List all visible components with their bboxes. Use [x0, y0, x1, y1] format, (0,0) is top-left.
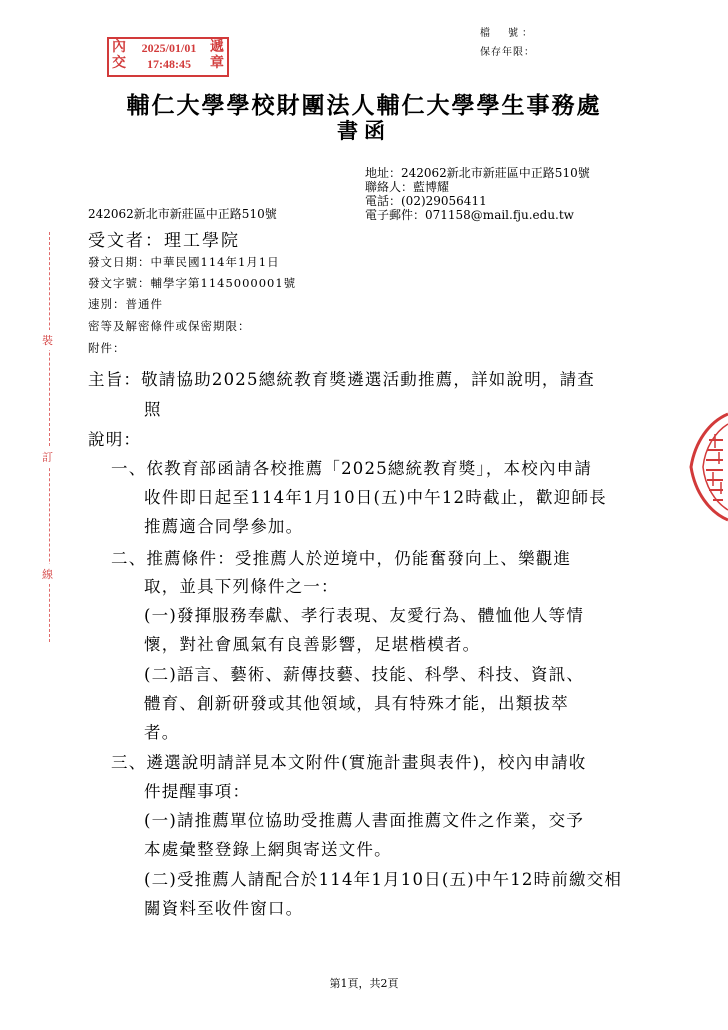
contact-person: 聯絡人：藍博耀: [365, 180, 450, 194]
explanation-line: 本處彙整登錄上網與寄送文件。: [144, 840, 392, 859]
explanation-line: 三、遴選說明請詳見本文附件(實施計畫與表件)，校內申請收: [111, 753, 587, 772]
explanation-line: (一)請推薦單位協助受推薦人書面推薦文件之作業，交予: [144, 811, 585, 830]
explanation-line: 者。: [144, 723, 180, 742]
explanation-line: 二、推薦條件：受推薦人於逆境中，仍能奮發向上、樂觀進: [111, 549, 572, 568]
secrecy-level: 密等及解密條件或保密期限：: [88, 319, 251, 333]
issuer-title: 輔仁大學學校財團法人輔仁大學學生事務處: [126, 92, 602, 119]
explanation-line: 一、依教育部函請各校推薦「2025總統教育獎」，本校內申請: [111, 459, 593, 478]
explanation-heading: 說明：: [88, 430, 142, 449]
official-seal-icon: [669, 412, 728, 522]
document-number: 發文字號：輔學字第1145000001號: [88, 276, 297, 290]
received-stamp: [107, 37, 229, 77]
subject-line-2: 照: [144, 400, 162, 419]
subject-line-1: 主旨：敬請協助2025總統教育獎遴選活動推薦，詳如說明，請查: [88, 370, 595, 389]
contact-phone: 電話：(02)29056411: [365, 194, 487, 208]
binding-char: 線: [42, 564, 53, 584]
stamp-date: 2025/01/01: [141, 41, 197, 55]
explanation-line: 件提醒事項：: [144, 782, 251, 801]
file-number-label: 檔 號：: [480, 28, 536, 39]
stamp-char-top-right: 遞: [210, 40, 224, 55]
explanation-line: 取，並具下列條件之一：: [144, 577, 339, 596]
explanation-line: (一)發揮服務奉獻、孝行表現、友愛行為、體恤他人等情: [144, 606, 585, 625]
recipient-address: 242062新北市新莊區中正路510號: [88, 207, 277, 221]
attachment-label: 附件：: [88, 341, 126, 355]
stamp-char-bottom-right: 章: [210, 56, 224, 71]
retention-period-label: 保存年限：: [480, 47, 535, 58]
explanation-line: (二)受推薦人請配合於114年1月10日(五)中午12時前繳交相: [144, 870, 623, 889]
contact-address: 地址：242062新北市新莊區中正路510號: [365, 166, 590, 180]
explanation-line: 懷，對社會風氣有良善影響，足堪楷模者。: [144, 635, 481, 654]
stamp-char-bottom-left: 交: [112, 56, 126, 71]
stamp-char-top-left: 內: [112, 40, 126, 55]
issue-date: 發文日期：中華民國114年1月1日: [88, 255, 280, 269]
explanation-line: 推薦適合同學參加。: [144, 517, 304, 536]
delivery-speed: 速別：普通件: [88, 297, 163, 311]
binding-char: 訂: [42, 447, 53, 467]
binding-char: 裝: [42, 330, 53, 350]
page-indicator: 第1頁，共2頁: [329, 977, 399, 990]
explanation-line: 關資料至收件窗口。: [144, 899, 304, 918]
explanation-line: 體育、創新研發或其他領域，具有特殊才能，出類拔萃: [144, 694, 569, 713]
contact-email: 電子郵件：071158@mail.fju.edu.tw: [365, 208, 574, 222]
stamp-time: 17:48:45: [147, 57, 191, 71]
explanation-line: 收件即日起至114年1月10日(五)中午12時截止，歡迎師長: [144, 488, 607, 507]
recipient-name: 受文者：理工學院: [88, 231, 240, 251]
document-type: 書函: [337, 118, 391, 143]
explanation-line: (二)語言、藝術、薪傳技藝、技能、科學、科技、資訊、: [144, 665, 585, 684]
